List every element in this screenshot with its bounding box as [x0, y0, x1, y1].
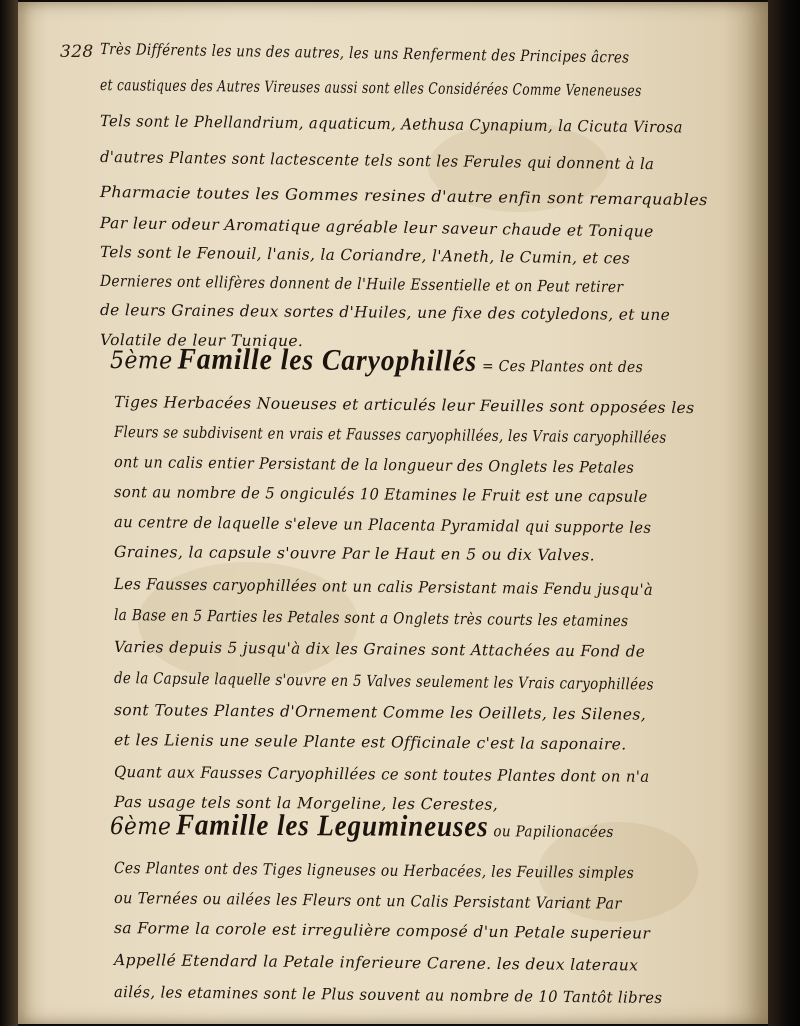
text-line: Tels sont le Phellandrium, aquaticum, Aethusa Cynapium, la Cicuta Virosa: [99, 112, 683, 137]
text-line: Varies depuis 5 jusqu'à dix les Graines sont Attachées au Fond de: [113, 638, 646, 661]
text-line: Très Différents les uns des autres, les uns Renferment des Principes âcres: [99, 40, 630, 67]
book-edge-shadow: [768, 0, 800, 1026]
section-heading: [110, 342, 643, 380]
text-line: et caustiques des Autres Vireuses aussi sont elles Considérées Comme Veneneuses: [99, 76, 642, 100]
section-heading: [110, 808, 614, 845]
text-line: Pharmacie toutes les Gommes resines d'autre enfin sont remarquables: [99, 183, 708, 210]
text-line: Graines, la capsule s'ouvre Par le Haut en 5 ou dix Valves.: [113, 543, 596, 565]
text-line: Pas usage tels sont la Morgeline, les Cerestes,: [113, 793, 499, 814]
manuscript-page: [18, 2, 768, 1024]
text-line: Tiges Herbacées Noueuses et articulés leur Feuilles sont opposées les: [113, 393, 695, 418]
text-line: Par leur odeur Aromatique agréable leur saveur chaude et Tonique: [99, 214, 654, 241]
page-number: 328: [60, 42, 94, 62]
text-line: d'autres Plantes sont lactescente tels sont les Ferules qui donnent à la: [99, 148, 655, 174]
text-line: Volatile de leur Tunique.: [99, 331, 304, 351]
text-line: Appellé Etendard la Petale inferieure Carene. les deux lateraux: [113, 951, 639, 975]
text-line: et les Lienis une seule Plante est Officinale c'est la saponaire.: [113, 731, 627, 754]
text-line: de la Capsule laquelle s'ouvre en 5 Valves seulement les Vrais caryophillées: [113, 669, 654, 694]
heading-number: 6ème: [109, 812, 172, 841]
text-line: ou Ternées ou ailées les Fleurs ont un Calis Persistant Variant Par: [113, 889, 622, 913]
page-gutter-shadow: [0, 0, 18, 1026]
text-line: la Base en 5 Parties les Petales sont a Onglets très courts les etamines: [113, 606, 629, 631]
manuscript-text: [18, 2, 768, 1024]
heading-number: 5ème: [109, 346, 173, 375]
heading-continuation: = Ces Plantes ont des: [481, 356, 644, 377]
text-line: sont au nombre de 5 ongiculés 10 Etamines le Fruit est une capsule: [113, 483, 648, 506]
text-line: de leurs Graines deux sortes d'Huiles, une fixe des cotyledons, et une: [99, 301, 671, 325]
text-line: ont un calis entier Persistant de la longueur des Onglets les Petales: [113, 453, 635, 477]
text-line: ailés, les etamines sont le Plus souvent au nombre de 10 Tantôt libres: [113, 983, 663, 1008]
text-line: Tels sont le Fenouil, l'anis, la Coriandre, l'Aneth, le Cumin, et ces: [99, 243, 631, 268]
text-line: Fleurs se subdivisent en vrais et Fausses caryophillées, les Vrais caryophillées: [113, 423, 667, 447]
text-line: Quant aux Fausses Caryophillées ce sont toutes Plantes dont on n'a: [113, 763, 650, 786]
heading-title: Famille les Legumineuses: [175, 808, 489, 844]
text-line: Ces Plantes ont des Tiges ligneuses ou Herbacées, les Feuilles simples: [113, 859, 635, 883]
text-line: Dernieres ont ellifères donnent de l'Huile Essentielle et on Peut retirer: [99, 272, 624, 297]
heading-continuation: ou Papilionacées: [493, 822, 614, 841]
text-line: sa Forme la corole est irregulière composé d'un Petale superieur: [113, 919, 651, 943]
text-line: sont Toutes Plantes d'Ornement Comme les Oeillets, les Silenes,: [113, 701, 647, 724]
heading-title: Famille les Caryophillés: [177, 342, 478, 378]
text-line: Les Fausses caryophillées ont un calis Persistant mais Fendu jusqu'à: [113, 575, 654, 599]
text-line: au centre de laquelle s'eleve un Placenta Pyramidal qui supporte les: [113, 513, 652, 537]
